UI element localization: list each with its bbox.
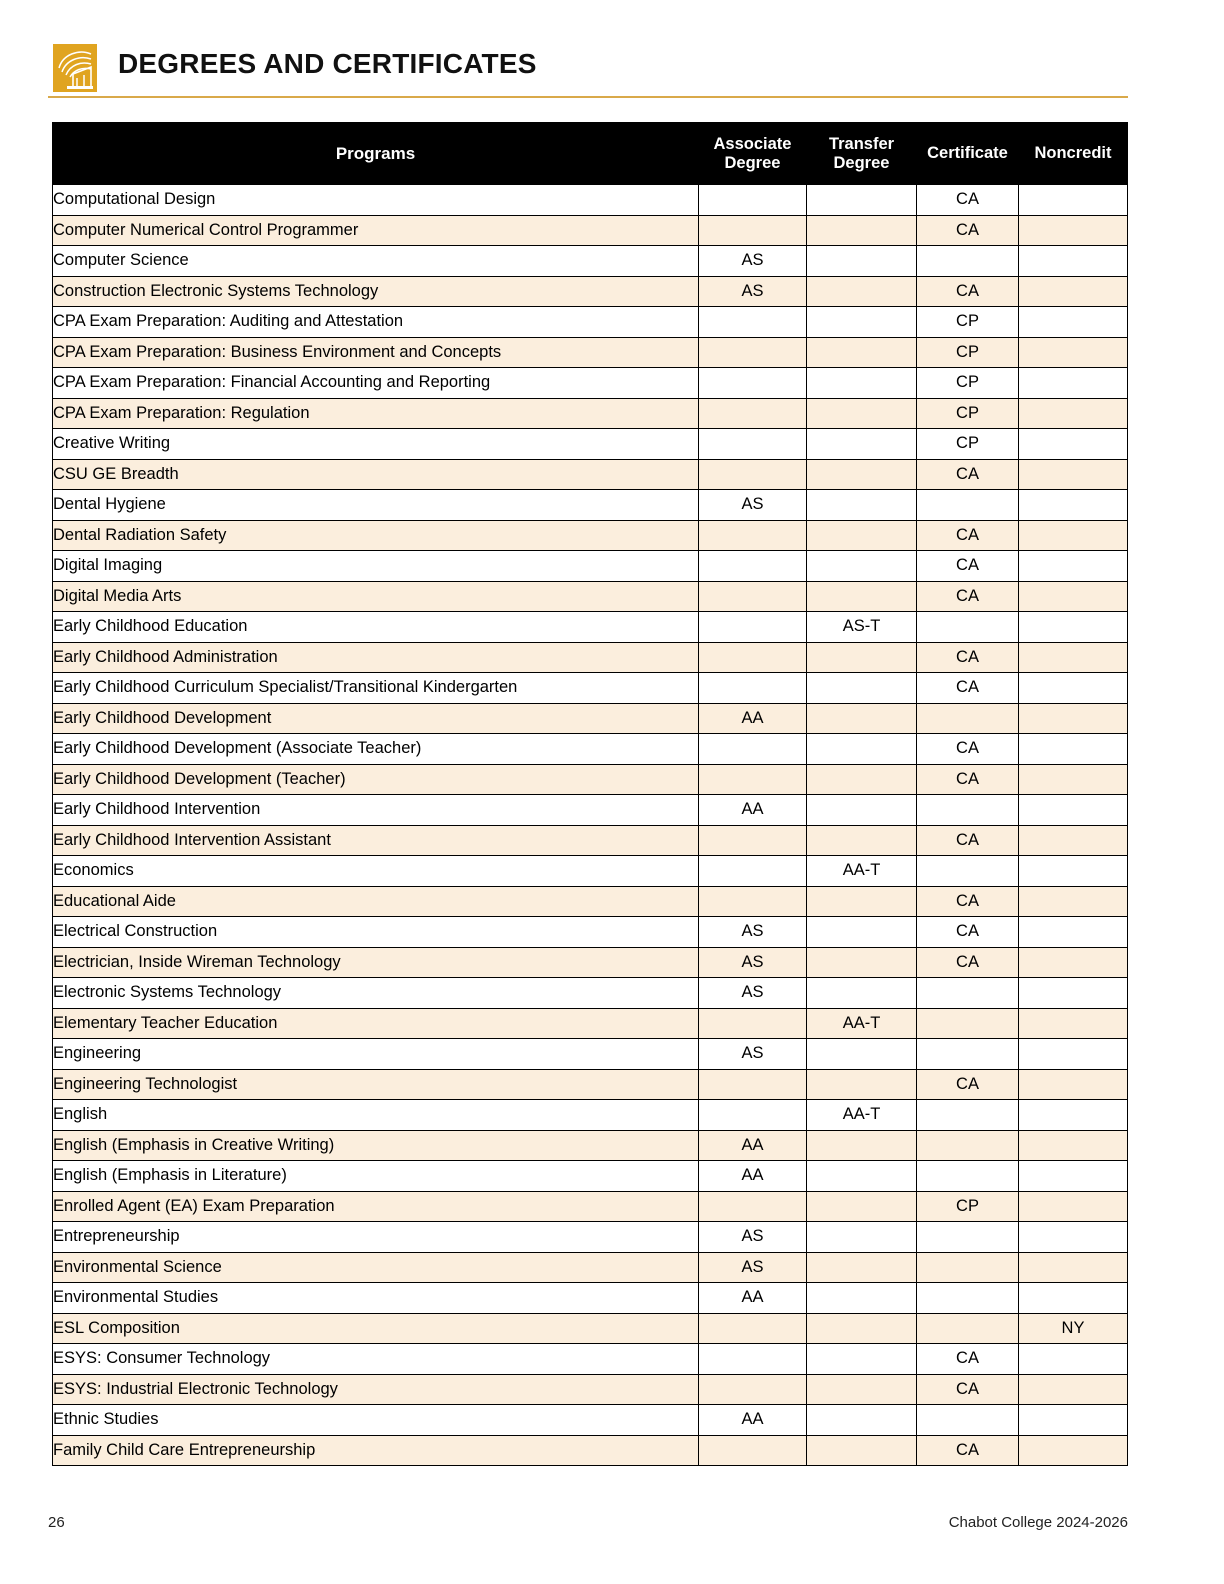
column-header-certificate: Certificate: [917, 123, 1019, 185]
cell-certificate: [917, 1039, 1019, 1070]
cell-associate-degree: AS: [699, 1252, 807, 1283]
cell-transfer-degree: [807, 673, 917, 704]
cell-transfer-degree: [807, 1283, 917, 1314]
cell-program-name: CSU GE Breadth: [53, 459, 699, 490]
cell-transfer-degree: [807, 581, 917, 612]
cell-certificate: [917, 1222, 1019, 1253]
cell-program-name: Computer Science: [53, 246, 699, 277]
cell-program-name: CPA Exam Preparation: Business Environment and Concepts: [53, 337, 699, 368]
table-row: [53, 612, 1128, 643]
cell-program-name: Early Childhood Development: [53, 703, 699, 734]
cell-noncredit: [1019, 1344, 1128, 1375]
cell-associate-degree: [699, 1374, 807, 1405]
cell-transfer-degree: [807, 825, 917, 856]
cell-transfer-degree: [807, 246, 917, 277]
cell-program-name: Dental Radiation Safety: [53, 520, 699, 551]
cell-transfer-degree: [807, 764, 917, 795]
cell-program-name: Creative Writing: [53, 429, 699, 460]
cell-certificate: [917, 1100, 1019, 1131]
cell-noncredit: [1019, 215, 1128, 246]
cell-certificate: [917, 1283, 1019, 1314]
table-row: [53, 490, 1128, 521]
cell-transfer-degree: [807, 1435, 917, 1466]
cell-transfer-degree: [807, 1252, 917, 1283]
cell-program-name: Electrical Construction: [53, 917, 699, 948]
cell-program-name: CPA Exam Preparation: Regulation: [53, 398, 699, 429]
cell-transfer-degree: [807, 917, 917, 948]
cell-transfer-degree: [807, 490, 917, 521]
cell-certificate: CA: [917, 185, 1019, 216]
cell-associate-degree: AS: [699, 1222, 807, 1253]
programs-table-container: [52, 122, 1127, 1466]
cell-program-name: Computational Design: [53, 185, 699, 216]
cell-program-name: Elementary Teacher Education: [53, 1008, 699, 1039]
cell-transfer-degree: [807, 886, 917, 917]
cell-certificate: CA: [917, 673, 1019, 704]
transfer-degree-line2: Degree: [833, 153, 890, 172]
cell-certificate: CA: [917, 459, 1019, 490]
cell-associate-degree: AA: [699, 795, 807, 826]
cell-certificate: CA: [917, 1069, 1019, 1100]
table-row: [53, 856, 1128, 887]
cell-associate-degree: [699, 1008, 807, 1039]
cell-noncredit: NY: [1019, 1313, 1128, 1344]
cell-associate-degree: AS: [699, 490, 807, 521]
cell-certificate: [917, 856, 1019, 887]
table-row: [53, 1222, 1128, 1253]
cell-program-name: Engineering Technologist: [53, 1069, 699, 1100]
cell-program-name: Economics: [53, 856, 699, 887]
table-row: [53, 581, 1128, 612]
cell-noncredit: [1019, 185, 1128, 216]
cell-transfer-degree: [807, 1344, 917, 1375]
cell-transfer-degree: AA-T: [807, 1100, 917, 1131]
cell-associate-degree: [699, 520, 807, 551]
cell-program-name: Early Childhood Curriculum Specialist/Transitional Kindergarten: [53, 673, 699, 704]
cell-associate-degree: [699, 459, 807, 490]
cell-transfer-degree: [807, 459, 917, 490]
cell-program-name: Digital Imaging: [53, 551, 699, 582]
cell-noncredit: [1019, 612, 1128, 643]
cell-noncredit: [1019, 520, 1128, 551]
cell-associate-degree: [699, 1069, 807, 1100]
cell-transfer-degree: [807, 1161, 917, 1192]
cell-program-name: Early Childhood Intervention Assistant: [53, 825, 699, 856]
cell-noncredit: [1019, 856, 1128, 887]
cell-noncredit: [1019, 1283, 1128, 1314]
cell-noncredit: [1019, 1100, 1128, 1131]
cell-associate-degree: [699, 398, 807, 429]
cell-associate-degree: [699, 307, 807, 338]
cell-transfer-degree: [807, 1039, 917, 1070]
cell-transfer-degree: [807, 642, 917, 673]
cell-noncredit: [1019, 1191, 1128, 1222]
cell-transfer-degree: [807, 1405, 917, 1436]
cell-certificate: [917, 246, 1019, 277]
cell-program-name: CPA Exam Preparation: Auditing and Attestation: [53, 307, 699, 338]
cell-certificate: CA: [917, 1374, 1019, 1405]
cell-associate-degree: [699, 886, 807, 917]
cell-certificate: CP: [917, 398, 1019, 429]
table-row: [53, 215, 1128, 246]
cell-associate-degree: [699, 1100, 807, 1131]
table-row: [53, 398, 1128, 429]
cell-program-name: ESYS: Industrial Electronic Technology: [53, 1374, 699, 1405]
cell-transfer-degree: [807, 520, 917, 551]
cell-noncredit: [1019, 764, 1128, 795]
cell-noncredit: [1019, 703, 1128, 734]
cell-program-name: Engineering: [53, 1039, 699, 1070]
cell-program-name: ESYS: Consumer Technology: [53, 1344, 699, 1375]
page-footer: [48, 1514, 1128, 1538]
table-row: [53, 520, 1128, 551]
cell-certificate: [917, 1252, 1019, 1283]
cell-associate-degree: AS: [699, 276, 807, 307]
table-row: [53, 703, 1128, 734]
table-header-row: [53, 123, 1128, 185]
table-row: [53, 1008, 1128, 1039]
cell-transfer-degree: [807, 398, 917, 429]
cell-noncredit: [1019, 1130, 1128, 1161]
cell-transfer-degree: [807, 947, 917, 978]
cell-transfer-degree: [807, 276, 917, 307]
title-divider: [48, 96, 1128, 98]
cell-noncredit: [1019, 398, 1128, 429]
cell-associate-degree: [699, 581, 807, 612]
cell-associate-degree: [699, 673, 807, 704]
page-header: [48, 40, 1128, 102]
cell-program-name: Construction Electronic Systems Technology: [53, 276, 699, 307]
cell-associate-degree: [699, 368, 807, 399]
cell-noncredit: [1019, 795, 1128, 826]
cell-certificate: CA: [917, 886, 1019, 917]
cell-associate-degree: AA: [699, 1283, 807, 1314]
page-number: 26: [48, 1514, 65, 1531]
table-row: [53, 276, 1128, 307]
table-row: [53, 825, 1128, 856]
cell-noncredit: [1019, 490, 1128, 521]
table-row: [53, 673, 1128, 704]
cell-certificate: CP: [917, 337, 1019, 368]
cell-certificate: CA: [917, 551, 1019, 582]
cell-associate-degree: AA: [699, 1130, 807, 1161]
cell-program-name: Early Childhood Intervention: [53, 795, 699, 826]
cell-noncredit: [1019, 947, 1128, 978]
cell-program-name: English (Emphasis in Creative Writing): [53, 1130, 699, 1161]
cell-certificate: CP: [917, 429, 1019, 460]
cell-noncredit: [1019, 459, 1128, 490]
cell-noncredit: [1019, 673, 1128, 704]
cell-noncredit: [1019, 825, 1128, 856]
cell-associate-degree: [699, 185, 807, 216]
cell-program-name: Electrician, Inside Wireman Technology: [53, 947, 699, 978]
table-row: [53, 947, 1128, 978]
cell-noncredit: [1019, 917, 1128, 948]
cell-noncredit: [1019, 886, 1128, 917]
cell-certificate: CA: [917, 825, 1019, 856]
cell-noncredit: [1019, 1374, 1128, 1405]
cell-transfer-degree: [807, 703, 917, 734]
cell-associate-degree: [699, 764, 807, 795]
table-row: [53, 917, 1128, 948]
cell-noncredit: [1019, 1405, 1128, 1436]
cell-noncredit: [1019, 978, 1128, 1009]
associate-degree-line2: Degree: [724, 153, 781, 172]
cell-certificate: CP: [917, 307, 1019, 338]
cell-certificate: CA: [917, 581, 1019, 612]
cell-certificate: CA: [917, 734, 1019, 765]
cell-program-name: ESL Composition: [53, 1313, 699, 1344]
cell-associate-degree: AA: [699, 1161, 807, 1192]
cell-noncredit: [1019, 551, 1128, 582]
cell-associate-degree: [699, 612, 807, 643]
cell-transfer-degree: [807, 1069, 917, 1100]
cell-certificate: [917, 1405, 1019, 1436]
cell-associate-degree: [699, 734, 807, 765]
transfer-degree-line1: Transfer: [828, 134, 895, 153]
cell-program-name: Digital Media Arts: [53, 581, 699, 612]
cell-certificate: [917, 1008, 1019, 1039]
table-row: [53, 1191, 1128, 1222]
cell-transfer-degree: [807, 734, 917, 765]
cell-transfer-degree: [807, 978, 917, 1009]
cell-transfer-degree: AA-T: [807, 1008, 917, 1039]
table-row: [53, 764, 1128, 795]
table-row: [53, 551, 1128, 582]
table-row: [53, 1069, 1128, 1100]
cell-noncredit: [1019, 1252, 1128, 1283]
cell-noncredit: [1019, 1008, 1128, 1039]
cell-program-name: Environmental Studies: [53, 1283, 699, 1314]
cell-noncredit: [1019, 307, 1128, 338]
cell-program-name: Dental Hygiene: [53, 490, 699, 521]
table-row: [53, 429, 1128, 460]
cell-certificate: CA: [917, 215, 1019, 246]
cell-associate-degree: [699, 856, 807, 887]
cell-program-name: Early Childhood Administration: [53, 642, 699, 673]
cell-program-name: Family Child Care Entrepreneurship: [53, 1435, 699, 1466]
cell-transfer-degree: [807, 337, 917, 368]
cell-program-name: Environmental Science: [53, 1252, 699, 1283]
cell-associate-degree: [699, 642, 807, 673]
cell-program-name: Entrepreneurship: [53, 1222, 699, 1253]
cell-transfer-degree: [807, 795, 917, 826]
cell-certificate: [917, 978, 1019, 1009]
cell-transfer-degree: [807, 1313, 917, 1344]
cell-certificate: [917, 795, 1019, 826]
cell-noncredit: [1019, 429, 1128, 460]
table-row: [53, 1161, 1128, 1192]
cell-transfer-degree: [807, 368, 917, 399]
table-row: [53, 795, 1128, 826]
cell-certificate: [917, 1313, 1019, 1344]
column-header-transfer-degree: [807, 123, 917, 185]
table-row: [53, 978, 1128, 1009]
cell-certificate: CA: [917, 1344, 1019, 1375]
cell-transfer-degree: [807, 429, 917, 460]
cell-certificate: CP: [917, 368, 1019, 399]
cell-noncredit: [1019, 1222, 1128, 1253]
cell-associate-degree: AS: [699, 917, 807, 948]
cell-transfer-degree: [807, 1374, 917, 1405]
table-row: [53, 1039, 1128, 1070]
cell-program-name: Early Childhood Development (Teacher): [53, 764, 699, 795]
cell-certificate: [917, 1130, 1019, 1161]
cell-associate-degree: [699, 825, 807, 856]
cell-program-name: Computer Numerical Control Programmer: [53, 215, 699, 246]
cell-program-name: Early Childhood Education: [53, 612, 699, 643]
cell-transfer-degree: [807, 215, 917, 246]
cell-associate-degree: [699, 1435, 807, 1466]
cell-noncredit: [1019, 337, 1128, 368]
cell-associate-degree: [699, 215, 807, 246]
cell-associate-degree: AS: [699, 1039, 807, 1070]
cell-noncredit: [1019, 276, 1128, 307]
cell-certificate: [917, 1161, 1019, 1192]
chabot-gazebo-logo-icon: [53, 44, 97, 92]
cell-associate-degree: AA: [699, 1405, 807, 1436]
cell-noncredit: [1019, 1161, 1128, 1192]
cell-transfer-degree: AS-T: [807, 612, 917, 643]
cell-noncredit: [1019, 1069, 1128, 1100]
table-row: [53, 1313, 1128, 1344]
cell-noncredit: [1019, 246, 1128, 277]
table-row: [53, 1435, 1128, 1466]
table-row: [53, 1374, 1128, 1405]
table-row: [53, 1252, 1128, 1283]
cell-program-name: Enrolled Agent (EA) Exam Preparation: [53, 1191, 699, 1222]
cell-certificate: CA: [917, 276, 1019, 307]
cell-certificate: CA: [917, 764, 1019, 795]
table-row: [53, 337, 1128, 368]
cell-associate-degree: [699, 1191, 807, 1222]
cell-noncredit: [1019, 1435, 1128, 1466]
cell-certificate: CA: [917, 642, 1019, 673]
cell-noncredit: [1019, 581, 1128, 612]
cell-transfer-degree: [807, 1222, 917, 1253]
table-row: [53, 734, 1128, 765]
page-title: DEGREES AND CERTIFICATES: [118, 48, 537, 79]
column-header-associate-degree: [699, 123, 807, 185]
table-row: [53, 459, 1128, 490]
cell-associate-degree: [699, 1313, 807, 1344]
table-row: [53, 307, 1128, 338]
cell-transfer-degree: [807, 1130, 917, 1161]
cell-certificate: CA: [917, 520, 1019, 551]
column-header-noncredit: Noncredit: [1019, 123, 1128, 185]
cell-certificate: [917, 703, 1019, 734]
table-body: [53, 185, 1128, 1466]
cell-associate-degree: AS: [699, 947, 807, 978]
cell-transfer-degree: AA-T: [807, 856, 917, 887]
cell-certificate: [917, 612, 1019, 643]
cell-transfer-degree: [807, 307, 917, 338]
cell-certificate: CA: [917, 917, 1019, 948]
table-row: [53, 1344, 1128, 1375]
cell-transfer-degree: [807, 185, 917, 216]
cell-transfer-degree: [807, 1191, 917, 1222]
table-row: [53, 185, 1128, 216]
column-header-programs: Programs: [53, 123, 699, 185]
table-row: [53, 1100, 1128, 1131]
cell-noncredit: [1019, 734, 1128, 765]
table-row: [53, 1130, 1128, 1161]
associate-degree-line1: Associate: [713, 134, 792, 153]
table-row: [53, 886, 1128, 917]
table-row: [53, 246, 1128, 277]
cell-program-name: Ethnic Studies: [53, 1405, 699, 1436]
cell-associate-degree: AS: [699, 978, 807, 1009]
table-header: [53, 123, 1128, 185]
cell-certificate: CA: [917, 1435, 1019, 1466]
cell-noncredit: [1019, 1039, 1128, 1070]
cell-associate-degree: [699, 1344, 807, 1375]
cell-certificate: [917, 490, 1019, 521]
cell-program-name: Early Childhood Development (Associate Teacher): [53, 734, 699, 765]
cell-program-name: English: [53, 1100, 699, 1131]
cell-noncredit: [1019, 642, 1128, 673]
cell-program-name: Electronic Systems Technology: [53, 978, 699, 1009]
cell-associate-degree: AS: [699, 246, 807, 277]
cell-associate-degree: [699, 551, 807, 582]
cell-program-name: CPA Exam Preparation: Financial Accounting and Reporting: [53, 368, 699, 399]
cell-certificate: CA: [917, 947, 1019, 978]
table-row: [53, 368, 1128, 399]
table-row: [53, 1405, 1128, 1436]
cell-program-name: English (Emphasis in Literature): [53, 1161, 699, 1192]
table-row: [53, 1283, 1128, 1314]
cell-certificate: CP: [917, 1191, 1019, 1222]
cell-associate-degree: [699, 429, 807, 460]
footer-source-label: Chabot College 2024-2026: [948, 1514, 1128, 1531]
table-row: [53, 642, 1128, 673]
cell-noncredit: [1019, 368, 1128, 399]
cell-associate-degree: [699, 337, 807, 368]
cell-associate-degree: AA: [699, 703, 807, 734]
cell-program-name: Educational Aide: [53, 886, 699, 917]
cell-transfer-degree: [807, 551, 917, 582]
degrees-and-certificates-table: [52, 122, 1128, 1466]
